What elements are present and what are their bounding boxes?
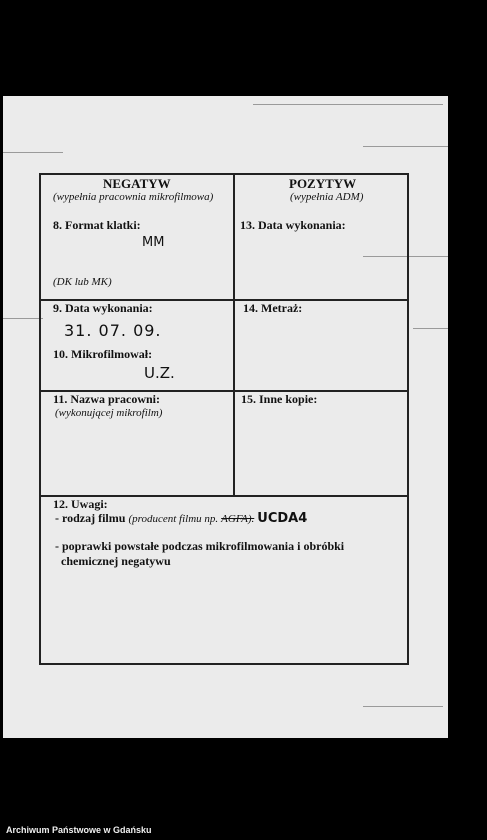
film-type-line	[55, 511, 307, 526]
uwagi-label: 12. Uwagi:	[53, 497, 108, 511]
corrections-line-2: chemicznej negatywu	[61, 554, 171, 568]
film-type-value: UCDA4	[257, 511, 308, 526]
format-hint: (DK lub MK)	[53, 276, 112, 288]
scratch-mark	[3, 318, 43, 319]
pozytyw-title: POZYTYW	[289, 176, 357, 191]
scratch-mark	[363, 146, 448, 147]
column-divider	[233, 175, 235, 495]
pozytyw-subtitle: (wypełnia ADM)	[290, 191, 364, 203]
film-type-hint: (producent filmu np.	[128, 513, 219, 525]
film-type-prefix: - rodzaj filmu	[55, 511, 126, 525]
film-type-struck: AGFA).	[221, 513, 255, 525]
length-label: 14. Metraż:	[243, 301, 303, 315]
pozytyw-date-label: 13. Data wykonania:	[240, 218, 346, 232]
date-value: 31. 07. 09.	[64, 321, 162, 340]
copies-label: 15. Inne kopie:	[241, 392, 318, 406]
lab-hint: (wykonującej mikrofilm)	[55, 407, 163, 419]
negatyw-subtitle: (wypełnia pracownia mikrofilmowa)	[53, 191, 214, 203]
format-label: 8. Format klatki:	[53, 218, 141, 232]
format-value: MM	[142, 235, 165, 250]
scratch-mark	[363, 706, 443, 707]
scratch-mark	[413, 328, 448, 329]
microfilm-form	[39, 173, 409, 665]
lab-label: 11. Nazwa pracowni:	[53, 392, 160, 406]
archive-footer: Archiwum Państwowe w Gdańsku	[6, 825, 152, 835]
date-label: 9. Data wykonania:	[53, 301, 153, 315]
filmed-by-value: U.Z.	[144, 364, 175, 382]
filmed-by-label: 10. Mikrofilmował:	[53, 347, 153, 361]
scratch-mark	[3, 152, 63, 153]
negatyw-title: NEGATYW	[103, 176, 171, 191]
scratch-mark	[253, 104, 443, 105]
corrections-line-1: - poprawki powstałe podczas mikrofilmowania i obróbki	[55, 539, 345, 553]
